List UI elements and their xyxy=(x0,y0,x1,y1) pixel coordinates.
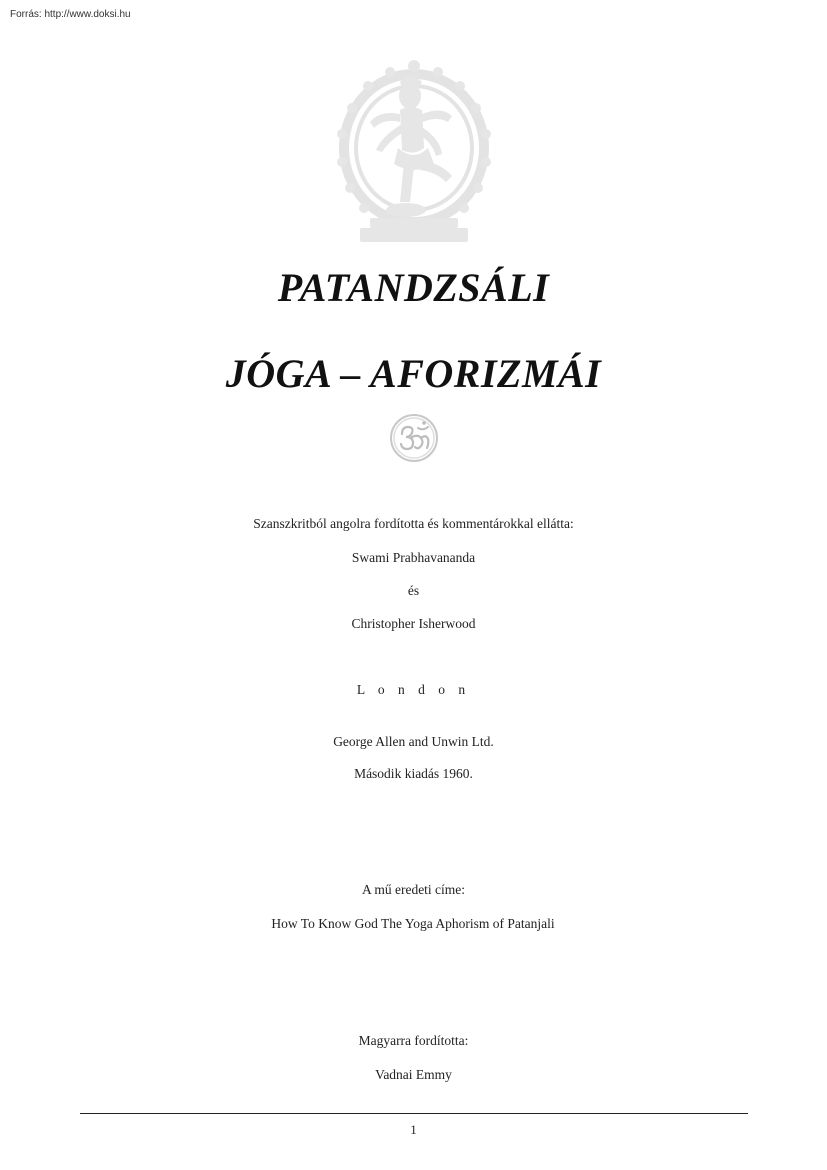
book-title-line-2: JÓGA – AFORIZMÁI xyxy=(225,351,602,396)
hungarian-translator-label: Magyarra fordította: xyxy=(358,1033,469,1048)
nataraja-statue-icon xyxy=(330,52,498,246)
hungarian-translator: Vadnai Emmy xyxy=(375,1067,452,1082)
author-1: Swami Prabhavananda xyxy=(351,550,476,565)
publication-city: L o n d o n xyxy=(356,682,471,697)
original-title-label: A mű eredeti címe: xyxy=(361,882,466,897)
author-2: Christopher Isherwood xyxy=(351,616,476,631)
om-symbol-icon xyxy=(388,412,440,464)
book-title-line-1: PATANDZSÁLI xyxy=(277,265,550,310)
publisher: George Allen and Unwin Ltd. xyxy=(333,734,494,749)
source-note: Forrás: http://www.doksi.hu xyxy=(10,9,131,20)
footer-rule xyxy=(80,1113,748,1114)
translation-credit: Szanszkritból angolra fordította és kommentárokkal ellátta: xyxy=(253,516,574,531)
edition: Második kiadás 1960. xyxy=(354,766,473,781)
original-title: How To Know God The Yoga Aphorism of Patanjali xyxy=(271,916,555,931)
page-number: 1 xyxy=(410,1122,417,1137)
conjunction: és xyxy=(407,583,420,598)
